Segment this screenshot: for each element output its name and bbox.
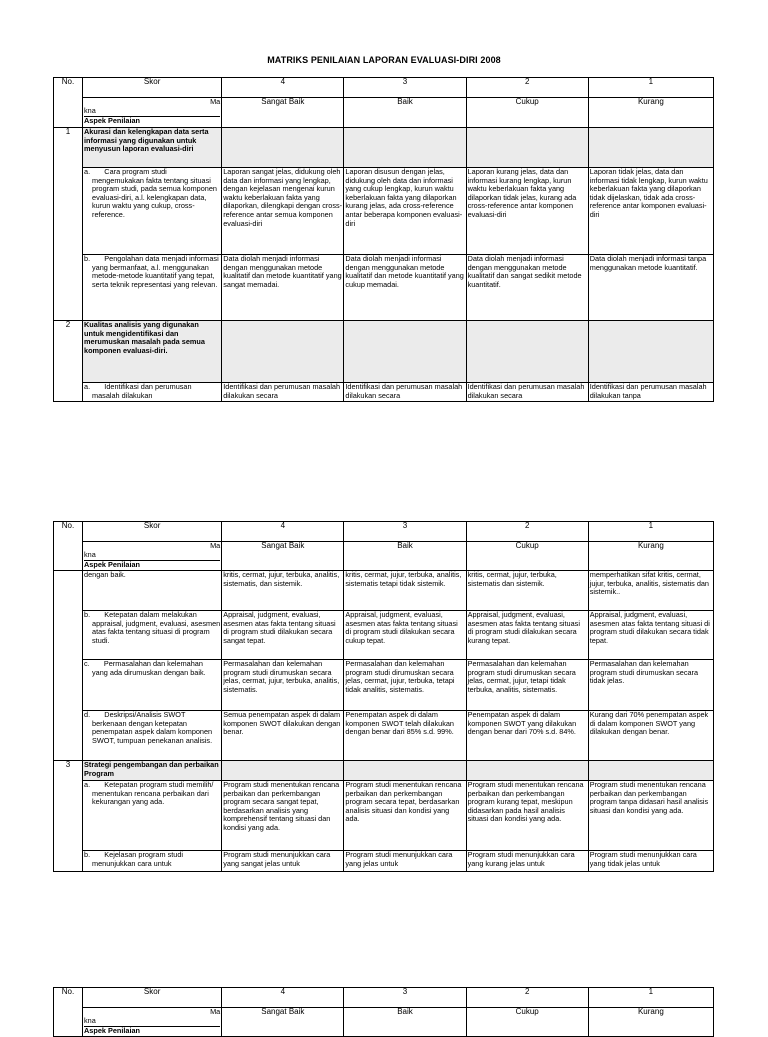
label-cukup: Cukup: [466, 98, 588, 128]
makna-label-b: kna: [84, 549, 96, 559]
matrix-table-1: [53, 77, 714, 402]
label-cukup: Cukup: [466, 542, 588, 571]
criteria-cell: memperhatikan sifat kritis, cermat, jujur, terbuka, analitis, sistematis dan sistemik..: [588, 571, 713, 611]
makna-aspek-header: [83, 542, 222, 571]
aspect-cell: a. Identifikasi dan perumusan masalah dilakukan: [83, 383, 222, 402]
section-row: [54, 128, 714, 168]
section-number-empty: [54, 571, 83, 761]
criteria-cell: Program studi menentukan rencana perbaikan dan perkembangan program secara sangat tepat, berdasarkan analisis yang komprehensif tentang situasi dan kondisi yang ada.: [222, 781, 344, 851]
criteria-cell: Identifikasi dan perumusan masalah dilakukan secara: [222, 383, 344, 402]
aspect-cell: a. Ketepatan program studi memilih/ menentukan rencana perbaikan dari kekurangan yang ada.: [83, 781, 222, 851]
table-row: [54, 611, 714, 660]
makna-label-b: kna: [84, 105, 96, 115]
score-1: 1: [588, 988, 713, 1008]
score-3: 3: [344, 988, 466, 1008]
criteria-cell: Data diolah menjadi informasi tanpa menggunakan metode kuantitatif.: [588, 255, 713, 321]
aspect-cell: b. Kejelasan program studi menunjukkan cara untuk: [83, 851, 222, 872]
score-3: 3: [344, 78, 466, 98]
table-row: [54, 255, 714, 321]
criteria-cell: Permasalahan dan kelemahan program studi dirumuskan secara jelas, cermat, jujur, tetapi tidak terbuka, analitis, sistematis.: [466, 660, 588, 711]
score-4: 4: [222, 988, 344, 1008]
makna-label-a: Ma: [210, 541, 221, 550]
criteria-cell: Program studi menunjukkan cara yang tidak jelas untuk: [588, 851, 713, 872]
criteria-cell: Appraisal, judgment, evaluasi, asesmen atas fakta tentang situasi di program studi dilakukan secara tidak tepat.: [588, 611, 713, 660]
matrix-table-3: [53, 987, 714, 1037]
aspect-cell: a. Cara program studi mengemukakan fakta tentang situasi program studi, pada semua komponen evaluasi-diri, a.l. kelengkapan data, kurun waktu yang cukup, cross-reference.: [83, 168, 222, 255]
criteria-cell: kritis, cermat, jujur, terbuka, analitis, sistematis tetapi tidak sistemik.: [344, 571, 466, 611]
makna-aspek-header: [83, 98, 222, 128]
aspect-cell: c. Permasalahan dan kelemahan yang ada dirumuskan dengan baik.: [83, 660, 222, 711]
section-title: Strategi pengembangan dan perbaikan Program: [83, 761, 222, 781]
criteria-cell: kritis, cermat, jujur, terbuka, analitis, sistematis, dan sistemik.: [222, 571, 344, 611]
criteria-cell: Laporan sangat jelas, didukung oleh data dan informasi yang lengkap, dengan kejelasan mengenai kurun waktu keberlakuan fakta yang dilaporkan, dilengkapi dengan cross-reference antar semua komponen evaluasi-diri: [222, 168, 344, 255]
table-row: [54, 711, 714, 761]
criteria-cell: Identifikasi dan perumusan masalah dilakukan secara: [344, 383, 466, 402]
table-row: [54, 781, 714, 851]
table-row: [54, 571, 714, 611]
aspect-cell: b. Ketepatan dalam melakukan appraisal, judgment, evaluasi, asesmen atas fakta tentang situasi di program studi.: [83, 611, 222, 660]
criteria-cell: Program studi menunjukkan cara yang jelas untuk: [344, 851, 466, 872]
skor-header: Skor: [83, 78, 222, 98]
section-number: 3: [54, 761, 83, 872]
label-cukup: Cukup: [466, 1008, 588, 1037]
table-row: [54, 660, 714, 711]
aspect-cell: dengan baik.: [83, 571, 222, 611]
criteria-cell: Permasalahan dan kelemahan program studi dirumuskan secara jelas, cermat, jujur, terbuka, tetapi tidak analitis, sistematis.: [344, 660, 466, 711]
criteria-cell: Program studi menentukan rencana perbaikan dan perkembangan program tanpa didasari hasil analisis situasi dan kondisi yang ada.: [588, 781, 713, 851]
label-baik: Baik: [344, 98, 466, 128]
criteria-cell: Laporan disusun dengan jelas, didukung oleh data dan informasi yang cukup lengkap, kurun waktu keberlakuan fakta yang dilaporkan kurang jelas, ada cross-reference antar beberapa komponen evaluasi-diri: [344, 168, 466, 255]
table-row: [54, 168, 714, 255]
score-1: 1: [588, 78, 713, 98]
no-header: No.: [54, 988, 83, 1037]
criteria-cell: Program studi menentukan rencana perbaikan dan perkembangan program secara tepat, berdasarkan analisis situasi dan kondisi yang ada.: [344, 781, 466, 851]
score-4: 4: [222, 78, 344, 98]
section-title: Kualitas analisis yang digunakan untuk mengidentifikasi dan merumuskan masalah pada semua komponen evaluasi-diri.: [83, 321, 222, 383]
criteria-cell: Semua penempatan aspek di dalam komponen SWOT dilakukan dengan benar.: [222, 711, 344, 761]
page-title: MATRIKS PENILAIAN LAPORAN EVALUASI-DIRI 2008: [267, 55, 501, 65]
score-1: 1: [588, 522, 713, 542]
criteria-cell: Identifikasi dan perumusan masalah dilakukan tanpa: [588, 383, 713, 402]
section-row: [54, 761, 714, 781]
label-sangat-baik: Sangat Baik: [222, 542, 344, 571]
makna-aspek-header: [83, 1008, 222, 1037]
skor-header: Skor: [83, 988, 222, 1008]
label-baik: Baik: [344, 542, 466, 571]
criteria-cell: Laporan kurang jelas, data dan informasi kurang lengkap, kurun waktu keberlakuan fakta yang dilaporkan tidak jelas, kurang ada cross-reference antar komponen evaluasi-diri: [466, 168, 588, 255]
criteria-cell: Laporan tidak jelas, data dan informasi tidak lengkap, kurun waktu keberlakuan fakta yang dilaporkan tidak dijelaskan, tidak ada cross-reference antar komponen evaluasi-diri: [588, 168, 713, 255]
skor-header: Skor: [83, 522, 222, 542]
aspek-label: Aspek Penilaian: [84, 560, 220, 570]
criteria-cell: kritis, cermat, jujur, terbuka, sistematis dan sistemik.: [466, 571, 588, 611]
score-3: 3: [344, 522, 466, 542]
aspek-label: Aspek Penilaian: [84, 1026, 220, 1036]
score-2: 2: [466, 988, 588, 1008]
label-sangat-baik: Sangat Baik: [222, 98, 344, 128]
criteria-cell: Program studi menunjukkan cara yang sangat jelas untuk: [222, 851, 344, 872]
label-baik: Baik: [344, 1008, 466, 1037]
criteria-cell: Data diolah menjadi informasi dengan menggunakan metode kualitatif dan metode kuantitatif yang cukup memadai.: [344, 255, 466, 321]
no-header: No.: [54, 522, 83, 571]
table-row: [54, 383, 714, 402]
score-2: 2: [466, 78, 588, 98]
label-sangat-baik: Sangat Baik: [222, 1008, 344, 1037]
no-header: No.: [54, 78, 83, 128]
criteria-cell: Program studi menunjukkan cara yang kurang jelas untuk: [466, 851, 588, 872]
matrix-table-2: [53, 521, 714, 872]
section-number: 2: [54, 321, 83, 402]
label-kurang: Kurang: [588, 98, 713, 128]
criteria-cell: Appraisal, judgment, evaluasi, asesmen atas fakta tentang situasi di program studi dilakukan secara sangat tepat.: [222, 611, 344, 660]
aspect-cell: d. Deskripsi/Analisis SWOT berkenaan dengan ketepatan penempatan aspek dalam komponen SWOT, tumpuan penekanan analisis.: [83, 711, 222, 761]
criteria-cell: Data diolah menjadi informasi dengan menggunakan metode kualitatif dan sangat sedikit metode kuantitatif.: [466, 255, 588, 321]
aspek-label: Aspek Penilaian: [84, 116, 220, 126]
criteria-cell: Appraisal, judgment, evaluasi, asesmen atas fakta tentang situasi di program studi dilakukan secara cukup tepat.: [344, 611, 466, 660]
label-kurang: Kurang: [588, 542, 713, 571]
aspect-cell: b. Pengolahan data menjadi informasi yang bermanfaat, a.l. menggunakan metode-metode kuantitatif yang tepat, serta teknik representasi yang relevan.: [83, 255, 222, 321]
score-4: 4: [222, 522, 344, 542]
criteria-cell: Penempatan aspek di dalam komponen SWOT telah dilakukan dengan benar dari 85% s.d. 99%.: [344, 711, 466, 761]
section-row: [54, 321, 714, 383]
makna-label-a: Ma: [210, 97, 221, 106]
label-kurang: Kurang: [588, 1008, 713, 1037]
criteria-cell: Program studi menentukan rencana perbaikan dan perkembangan program kurang tepat, meskipun didasarkan pada hasil analisis situasi dan kondisi yang ada.: [466, 781, 588, 851]
criteria-cell: Penempatan aspek di dalam komponen SWOT yang dilakukan dengan benar dari 70% s.d. 84%.: [466, 711, 588, 761]
criteria-cell: Permasalahan dan kelemahan program studi dirumuskan secara tidak jelas.: [588, 660, 713, 711]
criteria-cell: Identifikasi dan perumusan masalah dilakukan secara: [466, 383, 588, 402]
table-row: [54, 851, 714, 872]
score-2: 2: [466, 522, 588, 542]
makna-label-a: Ma: [210, 1007, 221, 1016]
criteria-cell: Kurang dari 70% penempatan aspek di dalam komponen SWOT yang dilakukan dengan benar.: [588, 711, 713, 761]
makna-label-b: kna: [84, 1015, 96, 1025]
section-number: 1: [54, 128, 83, 321]
section-title: Akurasi dan kelengkapan data serta informasi yang digunakan untuk menyusun laporan evaluasi-diri: [83, 128, 222, 168]
criteria-cell: Permasalahan dan kelemahan program studi dirumuskan secara jelas, cermat, jujur, terbuka, analitis, sistematis.: [222, 660, 344, 711]
criteria-cell: Data diolah menjadi informasi dengan menggunakan metode kualitatif dan metode kuantitatif yang sangat memadai.: [222, 255, 344, 321]
criteria-cell: Appraisal, judgment, evaluasi, asesmen atas fakta tentang situasi di program studi dilakukan secara kurang tepat.: [466, 611, 588, 660]
